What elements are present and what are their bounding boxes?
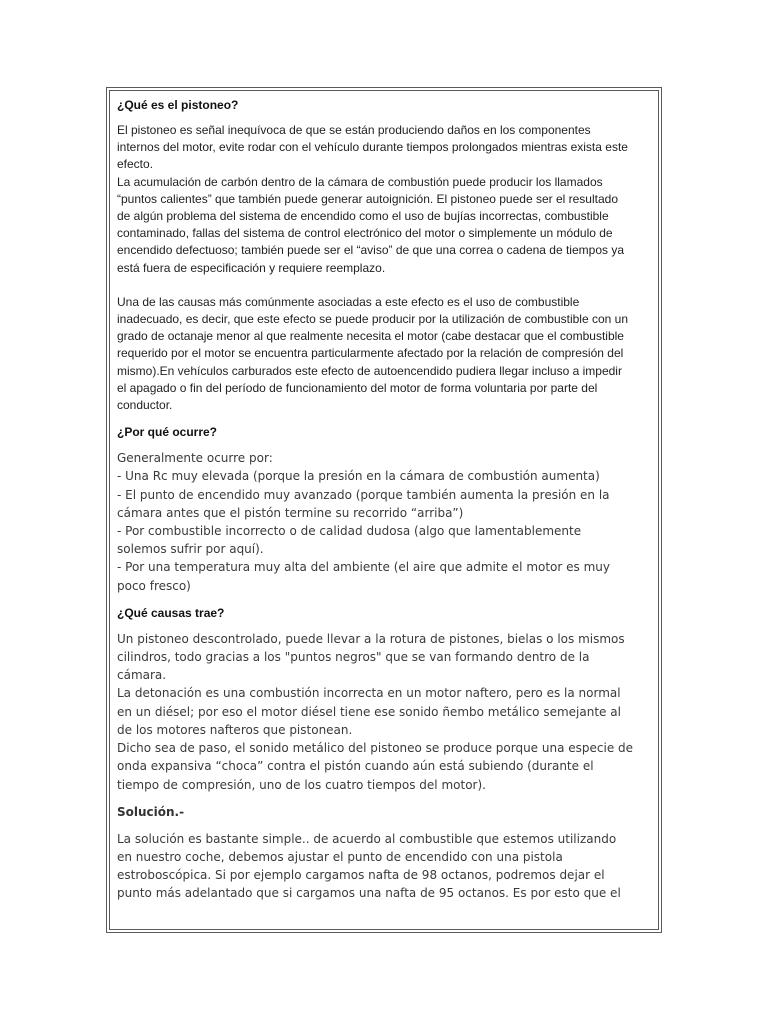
paragraph-definicion [117,122,652,277]
text-line: grado de octanaje menor al que realmente necesita el motor (cabe destacar que el combustible [117,329,624,344]
text-line: Un pistoneo descontrolado, puede llevar a la rotura de pistones, bielas o los mismos [117,631,625,646]
text-line: de los motores nafteros que pistonean. [117,722,353,737]
text-line: estroboscópica. Si por ejemplo cargamos nafta de 98 octanos, podremos dejar el [117,868,605,883]
document-frame-inner [109,90,659,930]
paragraph-que-causas-trae [117,630,652,794]
text-line: - Por una temperatura muy alta del ambiente (el aire que admite el motor es muy [117,560,610,575]
text-line: - Una Rc muy elevada (porque la presión en la cámara de combustión aumenta) [117,469,600,484]
text-line: inadecuado, es decir, que este efecto se puede producir por la utilización de combustible con un [117,312,628,327]
text-line: punto más adelantado que si cargamos una nafta de 95 octanos. Es por esto que el [117,886,621,901]
heading-por-que-ocurre: ¿Por qué ocurre? [117,425,218,440]
text-line: en un diésel; por eso el motor diésel tiene ese sonido ñembo metálico semejante al [117,704,621,719]
text-line: cilindros, todo gracias a los "puntos negros" que se van formando dentro de la [117,650,590,665]
text-line: Generalmente ocurre por: [117,451,273,466]
text-line: El pistoneo es señal inequívoca de que se están produciendo daños en los componentes [117,123,591,137]
paragraph-causas-combustible [117,294,652,414]
document-content [110,91,658,903]
heading-solucion: Solución.- [117,804,185,819]
spacer [117,595,652,605]
text-line: “puntos calientes” que también puede generar autoignición. El pistoneo puede ser el resultado [117,191,618,206]
spacer [117,794,652,804]
text-line: mismo).En vehículos carburados este efecto de autoencendido pudiera llegar incluso a impedir [117,363,622,378]
text-line: cámara antes que el pistón termine su recorrido “arriba”) [117,505,464,520]
text-line: en nuestro coche, debemos ajustar el punto de encendido con una pistola [117,849,563,864]
text-line: - El punto de encendido muy avanzado (porque también aumenta la presión en la [117,487,610,502]
paragraph-por-que-ocurre [117,449,652,595]
text-line: internos del motor, evite rodar con el vehículo durante tiempos prolongados mientras exista este [117,140,628,155]
heading-que-es-el-pistoneo: ¿Qué es el pistoneo? [117,98,239,112]
text-line: el apagado o fin del período de funcionamiento del motor de forma voluntaria por parte del [117,380,598,395]
text-line: Dicho sea de paso, el sonido metálico del pistoneo se produce porque una especie de [117,741,634,756]
text-line: tiempo de compresión, uno de los cuatro tiempos del motor). [117,777,486,792]
text-line: de algún problema del sistema de encendido como el uso de bujías incorrectas, combustible [117,209,609,224]
text-line: poco fresco) [117,578,191,593]
text-line: contaminado, fallas del sistema de control electrónico del motor o simplemente un módulo de [117,226,613,241]
spacer [117,414,652,424]
text-line: está fuera de especificación y requiere reemplazo. [117,260,386,275]
spacer [117,277,652,294]
text-line: solemos sufrir por aquí). [117,542,264,557]
text-line: La solución es bastante simple.. de acuerdo al combustible que estemos utilizando [117,831,617,846]
document-frame [106,87,662,933]
text-line: - Por combustible incorrecto o de calidad dudosa (algo que lamentablemente [117,524,582,539]
text-line: cámara. [117,668,167,683]
paragraph-solucion [117,830,652,903]
heading-que-causas-trae: ¿Qué causas trae? [117,605,225,620]
text-line: efecto. [117,157,154,172]
text-line: La detonación es una combustión incorrecta en un motor naftero, pero es la normal [117,686,621,701]
text-line: La acumulación de carbón dentro de la cámara de combustión puede producir los llamados [117,174,603,189]
text-line: requerido por el motor se encuentra particularmente afectado por la relación de compresión del [117,346,624,361]
text-line: conductor. [117,398,173,413]
text-line: Una de las causas más comúnmente asociadas a este efecto es el uso de combustible [117,294,580,309]
text-line: onda expansiva “choca” contra el pistón cuando aún está subiendo (durante el [117,759,594,774]
text-line: encendido defectuoso; también puede ser el “aviso” de que una correa o cadena de tiempos ya [117,243,624,258]
